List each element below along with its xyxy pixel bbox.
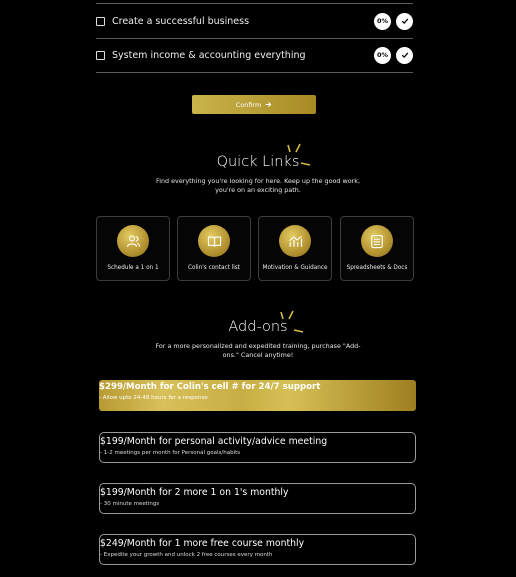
addon-subtitle: - Expedite your growth and unlock 2 free courses every month [100,552,273,558]
confirm-button[interactable] [192,95,316,114]
book-icon [198,225,230,257]
users-icon [117,225,149,257]
quick-links-description: Find everything you're looking for here. Keep up the good work, you're on an exciting path. [155,177,361,194]
addon-title: $199/Month for 2 more 1 on 1's monthly [100,487,289,498]
addon-title: $199/Month for personal activity/advice meeting [100,436,328,447]
quick-links-title: Quick Links [216,154,300,170]
addon-option-cell-support[interactable] [99,380,416,411]
goal-actions [374,47,413,64]
addon-subtitle: - 1-2 meetings per month for Personal goals/habits [100,450,241,456]
quick-link-schedule[interactable] [96,216,170,281]
goal-complete-button[interactable] [396,47,413,64]
addon-subtitle: - 30 minute meetings [100,501,160,507]
quick-link-label: Colin's contact list [188,265,240,271]
goal-progress-badge: 0% [374,13,391,30]
quick-link-spreadsheets[interactable] [340,216,414,281]
check-icon [401,17,409,25]
goal-checkbox[interactable] [96,17,105,26]
addon-option-activity-meeting[interactable] [99,432,416,463]
addon-title: $299/Month for Colin's cell # for 24/7 support [99,382,321,392]
goal-progress-badge: 0% [374,47,391,64]
check-icon [401,51,409,59]
goal-row [96,38,413,73]
quick-link-label: Spreadsheets & Docs [346,265,408,271]
goal-actions [374,13,413,30]
goal-label: System income & accounting everything [112,49,306,61]
quick-link-motivation[interactable] [258,216,332,281]
addon-option-free-course[interactable] [99,534,416,565]
goal-complete-button[interactable] [396,13,413,30]
addon-option-extra-meetings[interactable] [99,483,416,514]
confirm-label: Confirm [235,100,262,109]
addon-title: $249/Month for 1 more free course monthly [100,538,305,549]
spreadsheet-icon [361,225,393,257]
addon-subtitle: - Allow upto 24-48 hours for a response [99,395,208,401]
quick-link-contacts[interactable] [177,216,251,281]
arrow-right-icon [265,101,272,108]
quick-link-label: Motivation & Guidance [262,265,328,271]
growth-chart-icon [279,225,311,257]
addons-title: Add-ons [228,319,288,335]
quick-link-label: Schedule a 1 on 1 [107,265,159,271]
goal-checkbox[interactable] [96,51,105,60]
goal-label: Create a successful business [112,15,250,27]
addons-description: For a more personalized and expedited training, purchase "Add-ons." Cancel anytime! [155,342,361,359]
goal-row [96,3,413,39]
